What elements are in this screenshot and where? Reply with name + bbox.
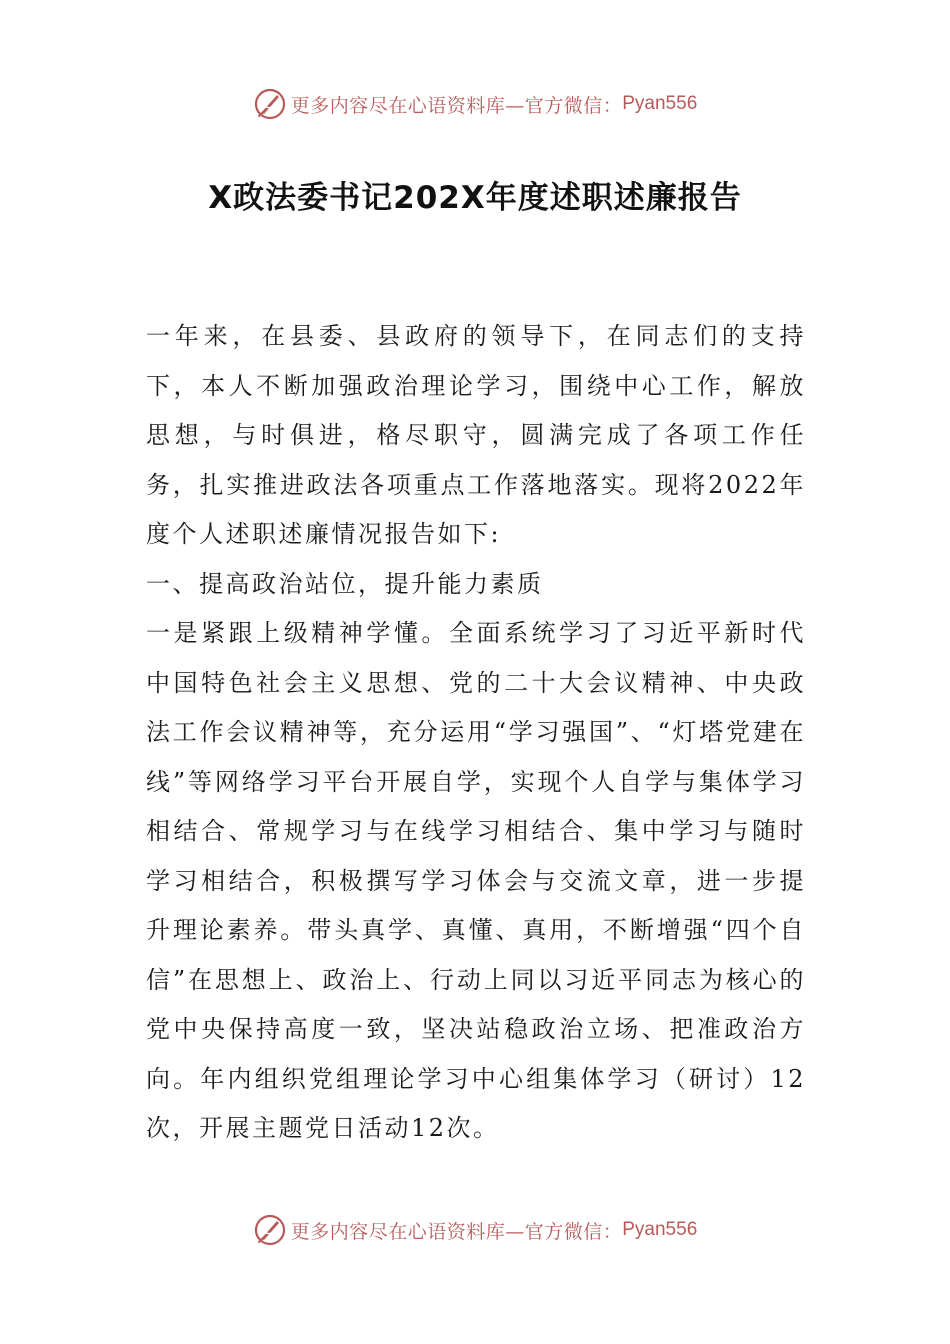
watermark-footer xyxy=(0,1210,950,1250)
quill-logo-icon xyxy=(253,87,287,121)
section-heading-1: 一、提高政治站位，提升能力素质 xyxy=(146,569,544,598)
watermark-text: 更多内容尽在心语资料库—官方微信： xyxy=(290,1220,623,1243)
paragraph-study: 一是紧跟上级精神学懂。全面系统学习了习近平新时代中国特色社会主义思想、党的二十大会议精神、中央政法工作会议精神等，充分运用“学习强国”、“灯塔党建在线”等网络学习平台开展自学，实现个人自学与集体学习相结合、常规学习与在线学习相结合、集中学习与随时学习相结合，积极撰写学习体会与交流文章，进一步提升理论素养。带头真学、真懂、真用，不断增强“四个自信”在思想上、政治上、行动上同以习近平同志为核心的党中央保持高度一致，坚决站稳政治立场、把准政治方向。年内组织党组理论学习中心组集体学习（研讨）12次，开展主题党日活动12次。 xyxy=(146,619,806,1142)
quill-logo-icon xyxy=(253,1213,287,1247)
watermark-header xyxy=(0,84,950,124)
document-title: X政法委书记202X年度述职述廉报告 xyxy=(208,180,742,216)
paragraph-intro: 一年来，在县委、县政府的领导下，在同志们的支持下，本人不断加强政治理论学习，围绕中心工作，解放思想，与时俱进，格尽职守，圆满完成了各项工作任务，扎实推进政法各项重点工作落地落实。现将2022年度个人述职述廉情况报告如下: xyxy=(146,322,806,548)
watermark-wechat-id: Pyan556 xyxy=(622,93,698,114)
document-body xyxy=(146,312,806,1154)
watermark-wechat-id: Pyan556 xyxy=(622,1219,698,1240)
watermark-text: 更多内容尽在心语资料库—官方微信： xyxy=(290,94,623,117)
